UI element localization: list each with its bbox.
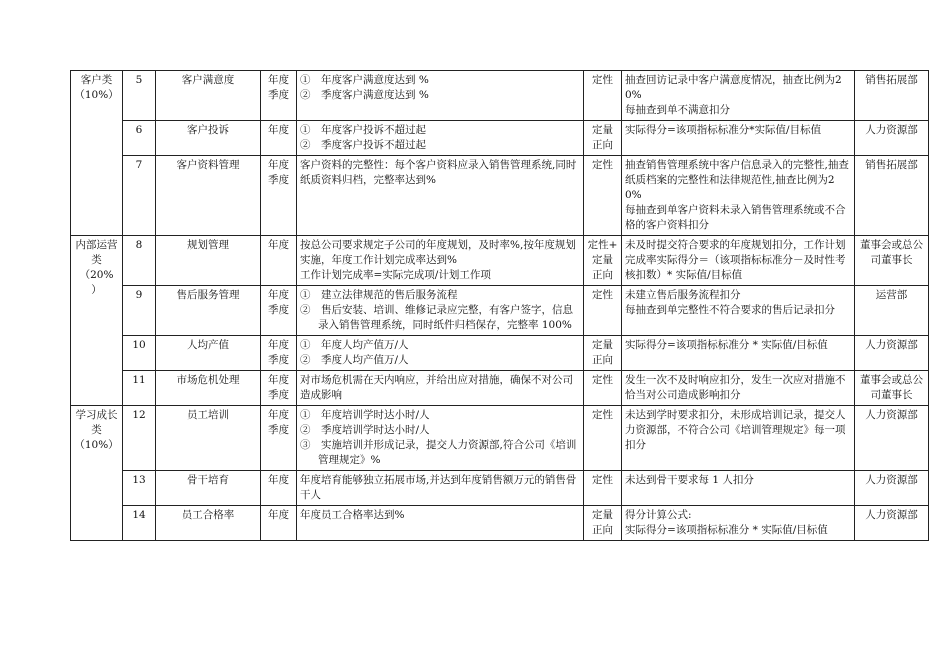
table-row	[71, 156, 929, 236]
standard-cell-line: ② 季度客户满意度达到 %	[300, 89, 429, 101]
method-cell-line: 抽查回访记录中客户满意度情况，抽查比例为20%	[625, 74, 842, 101]
method-cell-line: 实际得分=该项指标标准分 * 实际值/目标值	[625, 524, 828, 536]
table-row	[71, 336, 929, 371]
method-cell-line: 每抽查到单不满意扣分	[625, 104, 730, 116]
row-number: 5	[123, 71, 156, 121]
indicator-name: 规划管理	[156, 236, 261, 286]
standard-cell-line: ① 年度人均产值万/人	[300, 339, 409, 351]
period-cell: 年度	[261, 471, 297, 506]
indicator-name: 员工合格率	[156, 506, 261, 541]
standard-cell-line: ② 季度客户投诉不超过起	[300, 139, 426, 151]
row-number: 12	[123, 406, 156, 471]
method-cell-line: 未建立售后服务流程扣分	[625, 289, 741, 301]
period-cell: 年度 季度	[261, 371, 297, 406]
department-cell: 董事会或总公司董事长	[855, 371, 929, 406]
method-cell-line: 未达到学时要求扣分，未形成培训记录，提交人力资源部，不符合公司《培训管理规定》每一项扣分	[625, 409, 846, 451]
category-cell: 内部运营类 （20% ）	[71, 236, 123, 406]
period-cell: 年度 季度	[261, 406, 297, 471]
standard-cell-line: ② 季度人均产值万/人	[300, 354, 409, 366]
method-cell-line: 得分计算公式:	[625, 509, 692, 521]
method-cell	[622, 371, 855, 406]
type-cell: 定性	[584, 471, 622, 506]
standard-cell	[297, 471, 584, 506]
table-row	[71, 121, 929, 156]
department-cell: 销售拓展部	[855, 71, 929, 121]
row-number: 10	[123, 336, 156, 371]
type-cell: 定性	[584, 71, 622, 121]
method-cell-line: 未及时提交符合要求的年度规划扣分，工作计划完成率实际得分＝（该项指标标准分－及时性考核扣数）* 实际值/目标值	[625, 239, 846, 281]
method-cell-line: 未达到骨干要求每 1 人扣分	[625, 474, 754, 486]
table-row	[71, 371, 929, 406]
period-cell: 年度 季度	[261, 156, 297, 236]
method-cell	[622, 71, 855, 121]
type-cell: 定量 正向	[584, 506, 622, 541]
table-row	[71, 236, 929, 286]
period-cell: 年度 季度	[261, 71, 297, 121]
method-cell-line: 实际得分=该项指标标准分*实际值/目标值	[625, 124, 822, 136]
row-number: 8	[123, 236, 156, 286]
standard-cell-line: ② 售后安装、培训、维修记录应完整，有客户签字，信息录入销售管理系统，同时纸件归档保存，完整率 100%	[300, 304, 573, 331]
standard-cell	[297, 71, 584, 121]
method-cell-line: 实际得分=该项指标标准分 * 实际值/目标值	[625, 339, 828, 351]
indicator-name: 人均产值	[156, 336, 261, 371]
method-cell	[622, 236, 855, 286]
type-cell: 定性	[584, 371, 622, 406]
method-cell	[622, 506, 855, 541]
standard-cell	[297, 286, 584, 336]
row-number: 6	[123, 121, 156, 156]
department-cell: 人力资源部	[855, 471, 929, 506]
type-cell: 定性	[584, 156, 622, 236]
standard-cell	[297, 156, 584, 236]
table-row	[71, 471, 929, 506]
method-cell	[622, 471, 855, 506]
standard-cell-line: 对市场危机需在天内响应，并给出应对措施，确保不对公司造成影响	[300, 374, 573, 401]
indicator-name: 骨干培育	[156, 471, 261, 506]
method-cell-line: 抽查销售管理系统中客户信息录入的完整性,抽查纸质档案的完整性和法律规范性,抽查比例为20%	[625, 159, 849, 201]
table-row	[71, 286, 929, 336]
standard-cell	[297, 406, 584, 471]
category-cell: 学习成长类 （10%）	[71, 406, 123, 541]
type-cell: 定量 正向	[584, 121, 622, 156]
type-cell: 定性+ 定量 正向	[584, 236, 622, 286]
period-cell: 年度	[261, 506, 297, 541]
standard-cell-line: 工作计划完成率=实际完成项/计划工作项	[300, 269, 491, 281]
method-cell	[622, 156, 855, 236]
department-cell: 人力资源部	[855, 121, 929, 156]
method-cell-line: 发生一次不及时响应扣分，发生一次应对措施不恰当对公司造成影响扣分	[625, 374, 846, 401]
period-cell: 年度	[261, 236, 297, 286]
indicator-name: 售后服务管理	[156, 286, 261, 336]
method-cell	[622, 121, 855, 156]
kpi-table-body	[71, 71, 929, 541]
row-number: 9	[123, 286, 156, 336]
department-cell: 人力资源部	[855, 406, 929, 471]
standard-cell-line: 按总公司要求规定子公司的年度规划，及时率%,按年度规划实施，年度工作计划完成率达到%	[300, 239, 576, 266]
row-number: 13	[123, 471, 156, 506]
row-number: 11	[123, 371, 156, 406]
method-cell	[622, 286, 855, 336]
type-cell: 定量 正向	[584, 336, 622, 371]
standard-cell-line: ① 年度客户投诉不超过起	[300, 124, 426, 136]
standard-cell	[297, 336, 584, 371]
standard-cell	[297, 506, 584, 541]
standard-cell-line: 年度员工合格率达到%	[300, 509, 405, 521]
method-cell-line: 每抽查到单客户资料未录入销售管理系统或不合格的客户资料扣分	[625, 204, 846, 231]
department-cell: 人力资源部	[855, 336, 929, 371]
row-number: 14	[123, 506, 156, 541]
kpi-table	[70, 70, 929, 541]
standard-cell	[297, 236, 584, 286]
type-cell: 定性	[584, 286, 622, 336]
indicator-name: 客户资料管理	[156, 156, 261, 236]
standard-cell-line: ② 季度培训学时达小时/人	[300, 424, 430, 436]
standard-cell-line: ③ 实施培训并形成记录，提交人力资源部,符合公司《培训管理规定》%	[300, 439, 577, 466]
period-cell: 年度 季度	[261, 336, 297, 371]
department-cell: 运营部	[855, 286, 929, 336]
table-row	[71, 506, 929, 541]
standard-cell-line: ① 建立法律规范的售后服务流程	[300, 289, 458, 301]
method-cell	[622, 336, 855, 371]
indicator-name: 客户满意度	[156, 71, 261, 121]
period-cell: 年度	[261, 121, 297, 156]
standard-cell-line: 客户资料的完整性：每个客户资料应录入销售管理系统,同时纸质资料归档，完整率达到%	[300, 159, 577, 186]
department-cell: 人力资源部	[855, 506, 929, 541]
department-cell: 董事会或总公司董事长	[855, 236, 929, 286]
department-cell: 销售拓展部	[855, 156, 929, 236]
method-cell-line: 每抽查到单完整性不符合要求的售后记录扣分	[625, 304, 835, 316]
period-cell: 年度 季度	[261, 286, 297, 336]
table-row	[71, 406, 929, 471]
indicator-name: 市场危机处理	[156, 371, 261, 406]
type-cell: 定性	[584, 406, 622, 471]
standard-cell-line: ① 年度客户满意度达到 %	[300, 74, 429, 86]
table-row	[71, 71, 929, 121]
method-cell	[622, 406, 855, 471]
standard-cell	[297, 371, 584, 406]
indicator-name: 客户投诉	[156, 121, 261, 156]
standard-cell-line: 年度培育能够独立拓展市场,并达到年度销售额万元的销售骨干人	[300, 474, 577, 501]
standard-cell	[297, 121, 584, 156]
standard-cell-line: ① 年度培训学时达小时/人	[300, 409, 430, 421]
indicator-name: 员工培训	[156, 406, 261, 471]
row-number: 7	[123, 156, 156, 236]
category-cell: 客户类 （10%）	[71, 71, 123, 236]
